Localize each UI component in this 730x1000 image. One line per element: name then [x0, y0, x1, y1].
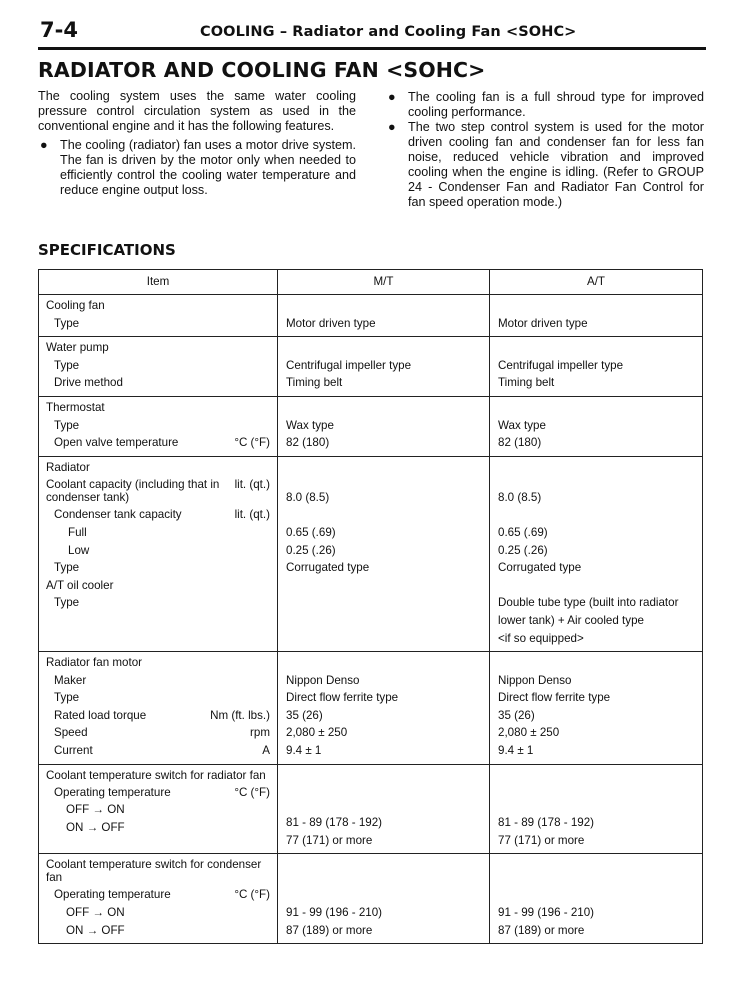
value-line: 8.0 (8.5) — [498, 490, 542, 504]
item-cell — [39, 396, 278, 456]
value-line — [286, 506, 482, 524]
page-title: RADIATOR AND COOLING FAN <SOHC> — [38, 58, 486, 82]
value-line: 0.25 (.26) — [498, 543, 548, 557]
item-line — [46, 577, 270, 595]
value-line — [286, 612, 482, 630]
value-line — [286, 594, 482, 612]
column-header-item: Item — [39, 270, 278, 295]
item-label: OFF → ON — [66, 803, 125, 817]
item-line — [46, 856, 270, 886]
value-line: 2,080 ± 250 — [498, 726, 560, 740]
item-line — [46, 742, 270, 760]
mt-value-cell — [278, 854, 490, 944]
value-line: 0.65 (.69) — [286, 525, 336, 539]
running-header-title: COOLING – Radiator and Cooling Fan <SOHC> — [200, 24, 577, 40]
item-label: Type — [54, 316, 80, 330]
value-line: Nippon Denso — [498, 673, 572, 687]
item-label: Coolant temperature switch for radiator fan — [46, 768, 266, 782]
item-line — [46, 542, 270, 560]
mt-value-cell — [278, 337, 490, 397]
at-value-cell — [490, 652, 703, 765]
item-unit: lit. (qt.) — [234, 508, 270, 522]
at-value-cell — [490, 337, 703, 397]
value-line — [498, 767, 695, 797]
value-line — [286, 767, 482, 797]
item-label: A/T oil cooler — [46, 578, 114, 592]
item-label: Type — [54, 691, 80, 705]
value-line: Corrugated type — [286, 561, 370, 575]
item-label: ON → OFF — [66, 923, 125, 937]
value-line: Direct flow ferrite type — [498, 691, 611, 705]
item-label: Radiator — [46, 460, 90, 474]
item-line — [46, 315, 270, 333]
value-line: Double tube type (built into radiator — [498, 596, 679, 610]
value-line: 0.25 (.26) — [286, 543, 336, 557]
item-unit: rpm — [250, 726, 270, 740]
value-line — [498, 459, 695, 477]
table-row — [39, 652, 703, 765]
intro-bullet — [386, 90, 704, 120]
table-row — [39, 854, 703, 944]
value-line — [286, 856, 482, 886]
item-line — [46, 886, 270, 904]
item-label: Water pump — [46, 341, 109, 355]
item-label: Maker — [54, 673, 87, 687]
mt-value-cell — [278, 764, 490, 854]
specifications-heading: SPECIFICATIONS — [38, 241, 176, 259]
item-label: Drive method — [54, 376, 123, 390]
table-row — [39, 337, 703, 397]
item-cell — [39, 652, 278, 765]
value-line: 91 - 99 (196 - 210) — [498, 906, 595, 920]
item-label: Condenser tank capacity — [54, 508, 182, 522]
value-line: Nippon Denso — [286, 673, 360, 687]
item-label: Type — [54, 418, 80, 432]
value-line — [498, 856, 695, 886]
value-line — [498, 297, 695, 315]
value-line: Corrugated type — [498, 561, 582, 575]
value-line: 87 (189) or more — [286, 923, 373, 937]
item-line — [46, 417, 270, 435]
item-line — [46, 707, 270, 725]
item-label: Cooling fan — [46, 299, 105, 312]
item-unit: °C (°F) — [234, 785, 270, 799]
value-line — [498, 506, 695, 524]
item-line — [46, 784, 270, 802]
value-line: 82 (180) — [498, 436, 542, 450]
value-line: Direct flow ferrite type — [286, 691, 399, 705]
at-value-cell — [490, 456, 703, 651]
item-line — [46, 630, 270, 648]
item-line — [46, 594, 270, 612]
value-line — [286, 399, 482, 417]
value-line: 82 (180) — [286, 436, 330, 450]
item-line — [46, 922, 270, 940]
item-label: Coolant capacity (including that in condenser tank) — [46, 478, 220, 505]
item-cell — [39, 295, 278, 337]
value-line: Motor driven type — [498, 316, 588, 330]
item-line — [46, 767, 270, 784]
bullet-icon: ● — [40, 138, 48, 152]
value-line: 35 (26) — [286, 708, 323, 722]
specifications-table — [38, 269, 703, 944]
item-label: Open valve temperature — [54, 436, 179, 450]
table-row — [39, 396, 703, 456]
value-line — [498, 399, 695, 417]
table-row — [39, 456, 703, 651]
item-label: Current — [54, 744, 93, 758]
item-line — [46, 297, 270, 315]
value-line: Motor driven type — [286, 316, 376, 330]
item-line — [46, 434, 270, 452]
item-label: Radiator fan motor — [46, 656, 143, 670]
value-line — [286, 297, 482, 315]
at-value-cell — [490, 396, 703, 456]
item-label: Operating temperature — [54, 785, 171, 799]
item-line — [46, 476, 270, 506]
intro-bullet — [386, 120, 704, 210]
item-line — [46, 654, 270, 672]
item-unit: °C (°F) — [234, 888, 270, 902]
item-unit: lit. (qt.) — [234, 478, 270, 492]
mt-value-cell — [278, 652, 490, 765]
bullet-icon: ● — [388, 90, 396, 104]
item-line — [46, 724, 270, 742]
item-label: Coolant temperature switch for condenser fan — [46, 858, 262, 885]
table-row — [39, 295, 703, 337]
value-line: lower tank) + Air cooled type — [498, 613, 644, 627]
item-label: Full — [68, 525, 87, 539]
value-line: 81 - 89 (178 - 192) — [286, 816, 383, 830]
value-line — [286, 630, 482, 648]
value-line: Timing belt — [286, 376, 343, 390]
item-cell — [39, 764, 278, 854]
value-line: <if so equipped> — [498, 631, 584, 645]
item-label: Low — [68, 543, 90, 557]
value-line: Wax type — [498, 418, 546, 432]
intro-paragraph: The cooling system uses the same water cooling pressure control circulation system as used in the conventional engine and it has the following features. — [38, 89, 356, 133]
item-label: ON → OFF — [66, 820, 125, 834]
value-line: 87 (189) or more — [498, 923, 585, 937]
item-unit: A — [262, 744, 270, 758]
value-line — [286, 459, 482, 477]
bullet-icon: ● — [388, 120, 396, 134]
value-line — [286, 577, 482, 595]
item-label: Type — [54, 596, 80, 610]
value-line: Wax type — [286, 418, 334, 432]
value-line — [286, 339, 482, 357]
table-row — [39, 764, 703, 854]
column-header-mt: M/T — [278, 270, 490, 295]
value-line: 81 - 89 (178 - 192) — [498, 816, 595, 830]
value-line — [498, 654, 695, 672]
item-unit: °C (°F) — [234, 436, 270, 450]
intro-right-column — [386, 90, 704, 210]
value-line — [286, 886, 482, 904]
mt-value-cell — [278, 456, 490, 651]
column-header-at: A/T — [490, 270, 703, 295]
item-cell — [39, 337, 278, 397]
item-line — [46, 524, 270, 542]
value-line: Centrifugal impeller type — [498, 358, 624, 372]
item-label: Thermostat — [46, 400, 105, 414]
item-line — [46, 689, 270, 707]
value-line: 2,080 ± 250 — [286, 726, 348, 740]
at-value-cell — [490, 764, 703, 854]
value-line — [286, 797, 482, 815]
item-label: Rated load torque — [54, 708, 147, 722]
value-line: 9.4 ± 1 — [498, 744, 534, 758]
mt-value-cell — [278, 295, 490, 337]
item-line — [46, 672, 270, 690]
value-line: 77 (171) or more — [286, 833, 373, 847]
item-line — [46, 559, 270, 577]
intro-bullet — [38, 138, 356, 198]
item-cell — [39, 456, 278, 651]
item-label: Speed — [54, 726, 88, 740]
item-line — [46, 357, 270, 375]
item-line — [46, 819, 270, 837]
value-line: 35 (26) — [498, 708, 535, 722]
value-line — [498, 886, 695, 904]
item-line — [46, 374, 270, 392]
item-cell — [39, 854, 278, 944]
item-unit: Nm (ft. lbs.) — [210, 708, 270, 722]
item-line — [46, 801, 270, 819]
header-rule — [38, 47, 706, 50]
value-line — [286, 654, 482, 672]
item-line — [46, 399, 270, 417]
item-line — [46, 339, 270, 357]
bullet-text: The cooling fan is a full shroud type for improved cooling performance. — [408, 90, 704, 119]
value-line — [498, 339, 695, 357]
at-value-cell — [490, 854, 703, 944]
value-line: 91 - 99 (196 - 210) — [286, 906, 383, 920]
item-label: OFF → ON — [66, 906, 125, 920]
item-line — [46, 612, 270, 630]
item-label: Type — [54, 561, 80, 575]
value-line: 9.4 ± 1 — [286, 744, 322, 758]
item-line — [46, 459, 270, 477]
value-line — [498, 797, 695, 815]
value-line: 77 (171) or more — [498, 833, 585, 847]
table-header-row — [39, 270, 703, 295]
value-line: 8.0 (8.5) — [286, 490, 330, 504]
bullet-text: The cooling (radiator) fan uses a motor drive system. The fan is driven by the motor only when needed to efficiently control the cooling water temperature and reduce engine output loss. — [60, 138, 356, 197]
bullet-text: The two step control system is used for the motor driven cooling fan and condenser fan for less fan noise, reduced vehicle vibration and improved cooling when the engine is idling. (Refer to GROUP 24 - Condenser Fan and Radiator Fan Control for fan speed operation mode.) — [408, 120, 704, 209]
value-line: Timing belt — [498, 376, 555, 390]
value-line: Centrifugal impeller type — [286, 358, 412, 372]
item-line — [46, 506, 270, 524]
page-number: 7-4 — [40, 18, 78, 42]
value-line: 0.65 (.69) — [498, 525, 548, 539]
value-line — [498, 577, 695, 595]
item-line — [46, 904, 270, 922]
item-label: Type — [54, 358, 80, 372]
item-label: Operating temperature — [54, 888, 171, 902]
at-value-cell — [490, 295, 703, 337]
mt-value-cell — [278, 396, 490, 456]
intro-left-column — [38, 89, 356, 198]
